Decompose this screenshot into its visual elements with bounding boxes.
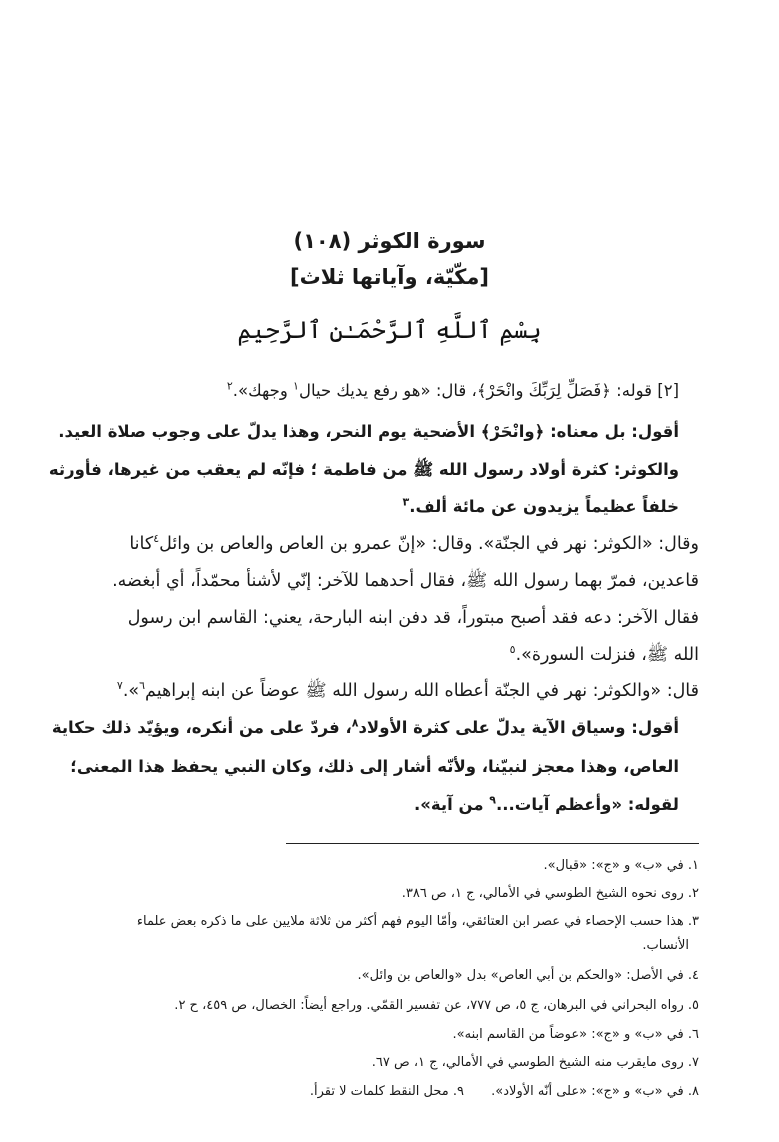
- body-line-1: [٢] قوله: ﴿فَصَلِّ لِرَبِّكَ وانْحَرْ﴾، قال: «هو رفع يديك حيال$^١$ وجهك».$^٢$: [226, 379, 679, 400]
- basmala-calligraphy: بِسْمِ ٱللَّهِ ٱلرَّحْمَـٰنِ ٱلرَّحِيمِ: [237, 316, 542, 344]
- body-line-10: أقول: وسياق الآية يدلّ على كثرة الأولاد$^٨$، فردّ على من أنكره، ويؤيّد ذلك حكاية: [51, 716, 679, 737]
- footnote-6: ٦. في «ب» و «ج»: «عوضاً من القاسم ابنه».: [452, 1027, 699, 1042]
- footnote-divider: [286, 843, 699, 844]
- surah-subtitle: [مكّيّة، وآياتها ثلاث]: [290, 265, 489, 289]
- body-line-4: خلفاً عظيماً يزيدون عن مائة ألف.$^٣$: [402, 495, 679, 516]
- footnote-7: ٧. روى مايقرب منه الشيخ الطوسي في الأمالي، ج ١، ص ٦٧.: [371, 1055, 699, 1070]
- body-line-3: والكوثر: كثرة أولاد رسول الله ﷺ من فاطمة ؛ فإنّه لم يعقب من غيرها، فأورثه: [48, 460, 679, 479]
- footnote-2: ٢. روى نحوه الشيخ الطوسي في الأمالي، ج ١، ص ٣٨٦.: [401, 886, 699, 901]
- footnote-9: ٩. محل النقط كلمات لا تقرأ.: [309, 1084, 464, 1099]
- body-line-9: قال: «والكوثر: نهر في الجنّة أعطاه الله رسول الله ﷺ عوضاً عن ابنه إبراهيم$^٦$».$^٧$: [116, 679, 699, 701]
- footnote-8: ٨. في «ب» و «ج»: «على أنّه الأولاد».: [491, 1084, 699, 1099]
- footnote-4: ٤. في الأصل: «والحكم بن أبي العاص» بدل «والعاص بن وائل».: [357, 968, 699, 983]
- body-line-12: لقوله: «وأعظم آيات...$^٩$ من آية».: [413, 793, 679, 814]
- body-line-11: العاص، وهذا معجز لنبيّنا، ولأنّه أشار إلى ذلك، وكان النبي يحفظ هذا المعنى؛: [70, 757, 679, 776]
- body-line-6: قاعدين، فمرّ بهما رسول الله ﷺ، فقال أحدهما للآخر: إنّي لأشنأ محمّداً، أي أبغضه.: [112, 571, 699, 591]
- body-line-7: فقال الآخر: دعه فقد أصبح مبتوراً، قد دفن ابنه البارحة، يعني: القاسم ابن رسول: [127, 608, 699, 628]
- body-line-2: أقول: بل معناه: ﴿وانْحَرْ﴾ الأضحية يوم النحر، وهذا يدلّ على وجوب صلاة العيد.: [58, 422, 679, 441]
- footnote-3: ٣. هذا حسب الإحصاء في عصر ابن العتائقي، وأمّا اليوم فهم أكثر من ثلاثة ملايين على ما ذكره بعض علماء: [136, 914, 699, 929]
- footnote-3-continued: الأنساب.: [642, 938, 689, 953]
- footnote-5: ٥. رواه البحراني في البرهان، ج ٥، ص ٧٧٧، عن تفسير القمّي. وراجع أيضاً: الخصال، ص ٤٥٩، ح ٢.: [174, 998, 699, 1013]
- body-line-5: وقال: «الكوثر: نهر في الجنّة». وقال: «إنّ عمرو بن العاص والعاص بن وائل$^٤$كانا: [129, 532, 699, 554]
- surah-title: سورة الكوثر (١٠٨): [293, 229, 486, 253]
- body-line-8: الله ﷺ، فنزلت السورة».$^٥$: [509, 643, 699, 665]
- footnote-1: ١. في «ب» و «ج»: «قبال».: [543, 858, 699, 873]
- footnote-row-8-9: [99, 1081, 699, 1103]
